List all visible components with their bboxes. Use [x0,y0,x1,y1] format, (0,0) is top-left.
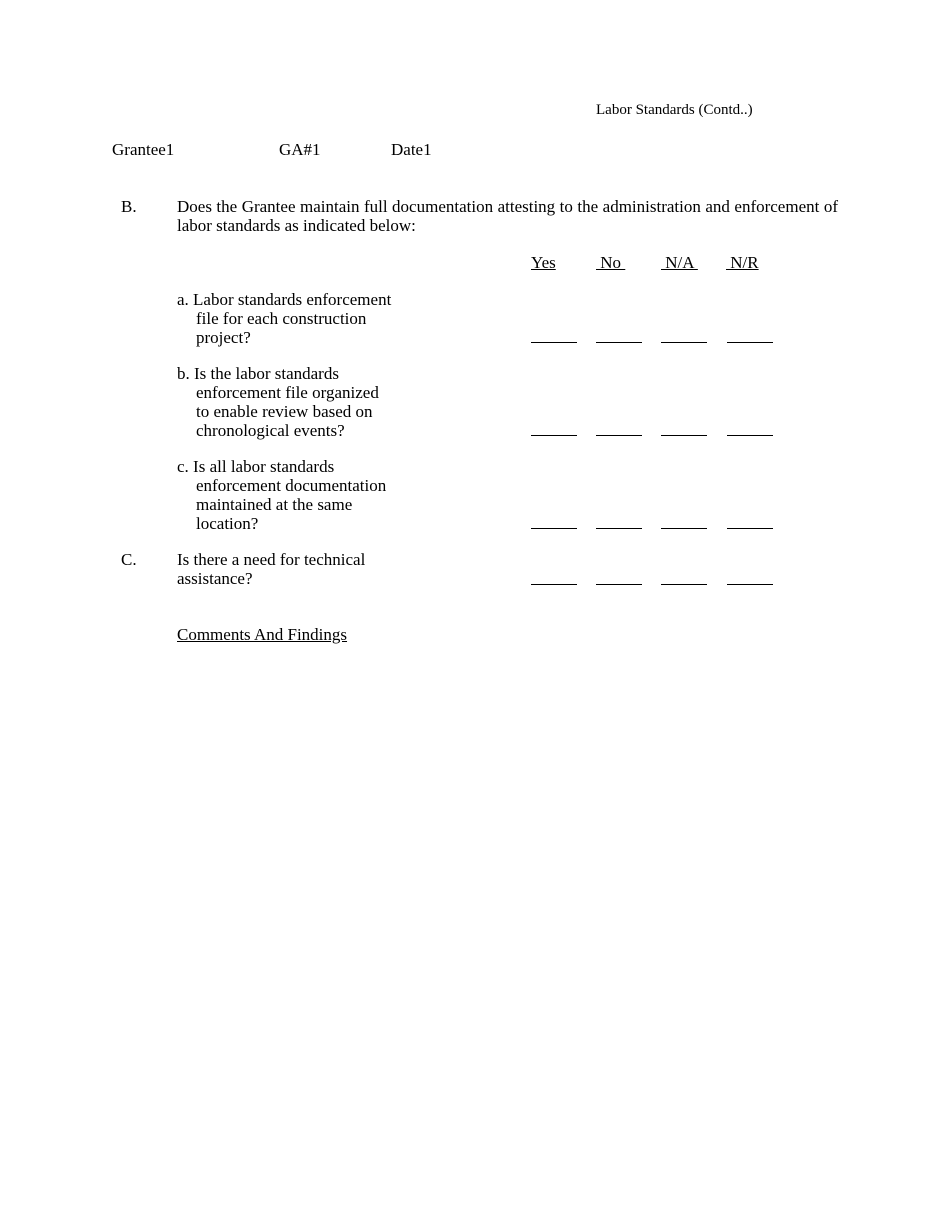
column-header-na: N/A [661,253,698,272]
item-c-no-blank[interactable] [596,528,642,529]
item-b-question [177,364,427,440]
item-a-line-1: a. Labor standards enforcement [177,290,392,309]
column-header-yes: Yes [531,253,556,272]
item-c-question [177,457,427,533]
section-c-question [177,550,427,588]
item-b-yes-blank[interactable] [531,435,577,436]
item-c-line-3: maintained at the same [196,495,353,514]
grantee-field: Grantee1 [112,140,175,159]
item-b-no-blank[interactable] [596,435,642,436]
ga-number-field: GA#1 [279,140,321,159]
section-c-yes-blank[interactable] [531,584,577,585]
comments-heading: Comments And Findings [177,625,348,644]
section-c-nr-blank[interactable] [727,584,773,585]
section-c-na-blank[interactable] [661,584,707,585]
item-c-line-2: enforcement documentation [196,476,387,495]
section-c-label: C. [121,550,137,569]
item-b-line-4: chronological events? [196,421,345,440]
item-b-line-1: b. Is the labor standards [177,364,339,383]
section-c-line-2: assistance? [177,569,253,588]
item-c-line-1: c. Is all labor standards [177,457,335,476]
item-b-line-3: to enable review based on [196,402,373,421]
section-b-label: B. [121,197,137,216]
date-field: Date1 [391,140,432,159]
item-a-nr-blank[interactable] [727,342,773,343]
item-c-nr-blank[interactable] [727,528,773,529]
item-a-question [177,290,427,347]
item-a-no-blank[interactable] [596,342,642,343]
running-header: Labor Standards (Contd..) [596,102,753,118]
item-c-line-4: location? [196,514,259,533]
section-b-question: Does the Grantee maintain full documentation attesting to the administration and enforcement of labor standards as indicated below: [177,197,838,235]
item-b-line-2: enforcement file organized [196,383,379,402]
item-a-line-2: file for each construction [196,309,367,328]
column-header-nr: N/R [726,253,759,272]
item-a-na-blank[interactable] [661,342,707,343]
item-c-yes-blank[interactable] [531,528,577,529]
item-c-na-blank[interactable] [661,528,707,529]
item-b-na-blank[interactable] [661,435,707,436]
item-a-line-3: project? [196,328,251,347]
section-c-no-blank[interactable] [596,584,642,585]
item-b-nr-blank[interactable] [727,435,773,436]
item-a-yes-blank[interactable] [531,342,577,343]
column-header-no: No [596,253,626,272]
section-c-line-1: Is there a need for technical [177,550,366,569]
